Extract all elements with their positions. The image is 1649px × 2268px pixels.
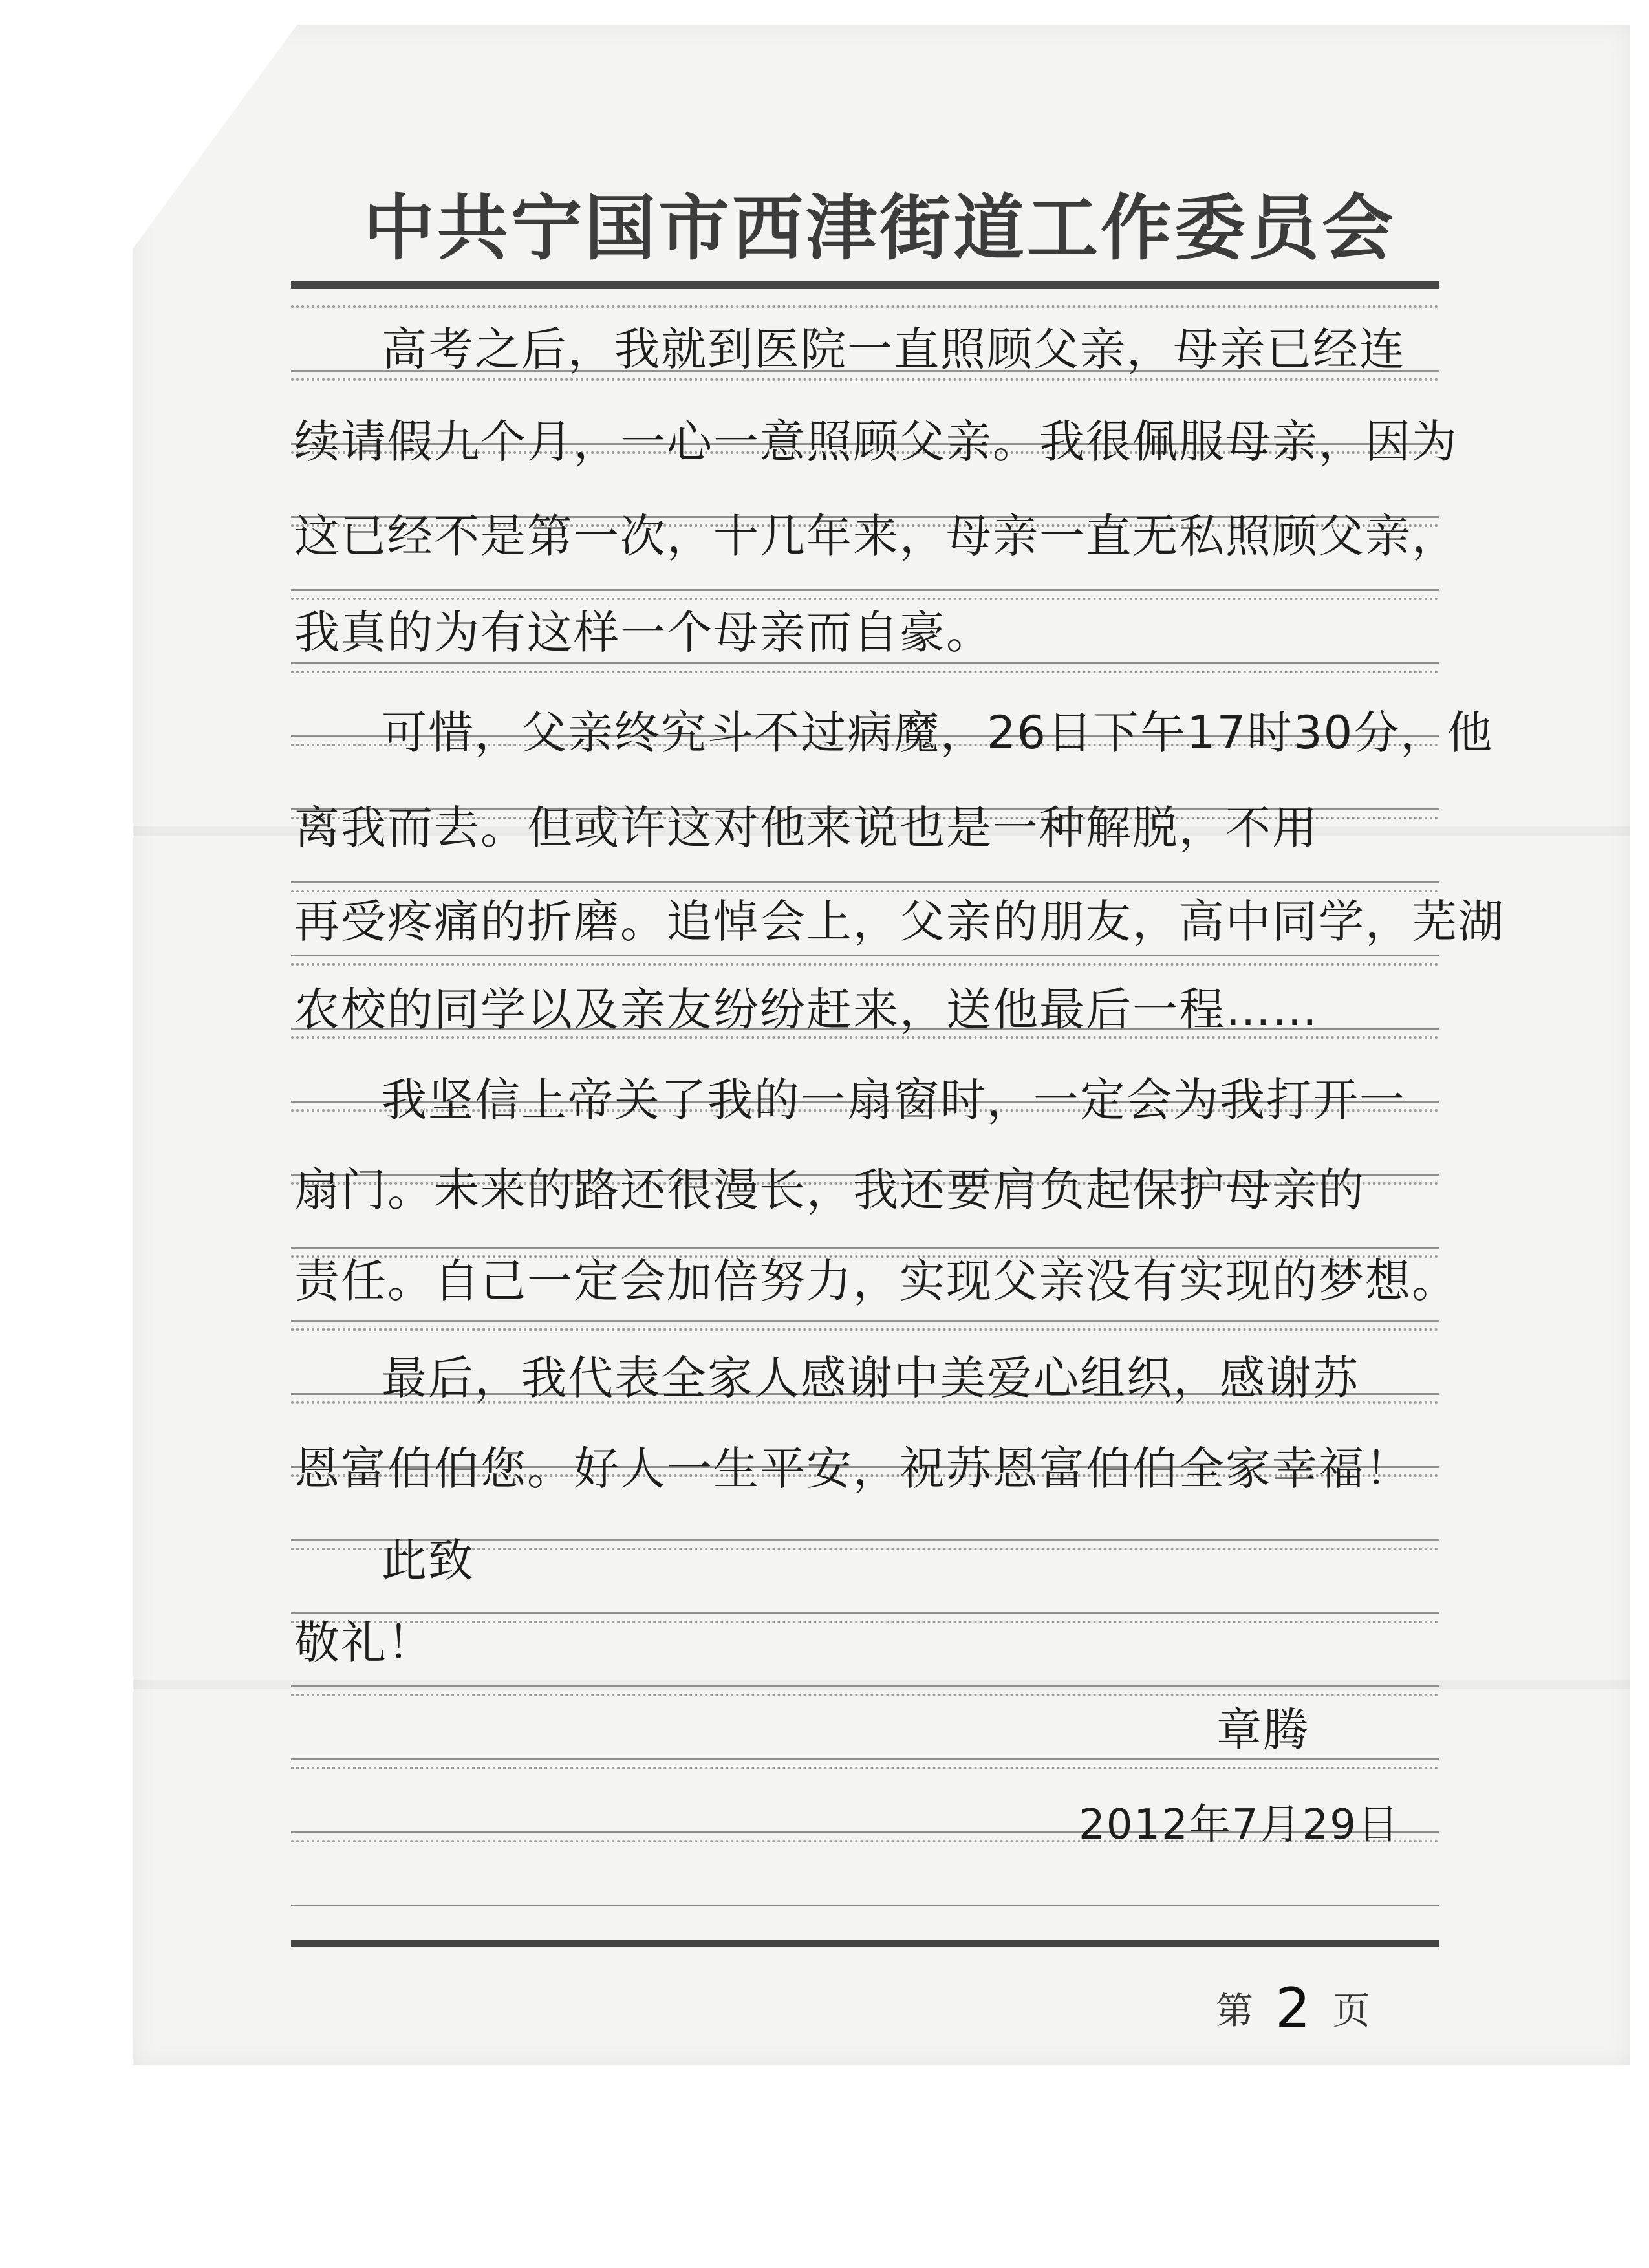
page-suffix: 页 [1332, 1989, 1370, 2033]
letter-line: 高考之后，我就到医院一直照顾父亲，母亲已经连 [382, 323, 1406, 376]
letterhead-rule [291, 281, 1439, 289]
letter-line: 最后，我代表全家人感谢中美爱心组织，感谢苏 [382, 1352, 1359, 1405]
ruled-line [291, 1840, 1439, 1906]
letter-line: 可惜，父亲终究斗不过病魔，26日下午17时30分，他 [382, 706, 1494, 759]
letterhead-title: 中共宁国市西津街道工作委员会 [363, 186, 1396, 270]
letter-line: 我真的为有这样一个母亲而自豪。 [294, 606, 993, 659]
letter-line: 我坚信上帝关了我的一扇窗时，一定会为我打开一 [382, 1074, 1406, 1127]
letter-line: 恩富伯伯您。好人一生平安，祝苏恩富伯伯全家幸福！ [294, 1442, 1412, 1495]
letter-line: 续请假九个月，一心一意照顾父亲。我很佩服母亲，因为 [294, 415, 1458, 468]
letter-line: 离我而去。但或许这对他来说也是一种解脱，不用 [294, 801, 1319, 854]
letter-line: 农校的同学以及亲友纷纷赶来，送他最后一程…… [294, 983, 1319, 1036]
footer-rule [291, 1940, 1439, 1947]
letter-line: 再受疼痛的折磨。追悼会上，父亲的朋友，高中同学，芜湖 [294, 895, 1505, 948]
letter-date: 2012年7月29日 [1078, 1801, 1400, 1849]
letter-line: 扇门。未来的路还很漫长，我还要肩负起保护母亲的 [294, 1163, 1365, 1216]
page-number: 2 [1275, 1976, 1311, 2041]
letter-salutation: 敬礼！ [294, 1616, 434, 1669]
letter-closing: 此致 [382, 1534, 475, 1587]
page-footer [1216, 1972, 1370, 2041]
letter-line: 责任。自己一定会加倍努力，实现父亲没有实现的梦想。 [294, 1255, 1458, 1308]
letter-signature: 章腾 [1216, 1703, 1310, 1756]
letter-line: 这已经不是第一次，十几年来，母亲一直无私照顾父亲， [294, 510, 1458, 563]
page-prefix: 第 [1216, 1989, 1254, 2033]
